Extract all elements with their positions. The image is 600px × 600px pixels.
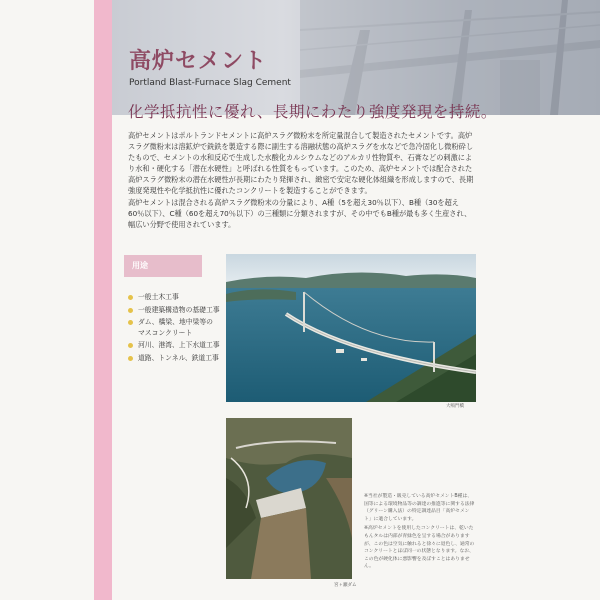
list-item: 一般土木工事 [128,292,220,303]
page-title: 高炉セメント [129,49,268,74]
list-item: ダム、橋梁、地中梁等の マスコンクリート [128,317,220,338]
industrial-plant-image [300,0,600,115]
note-paragraph: ※高炉セメントを使用したコンクリートは、乾いたもんタルは内部が青緑色を呈する場合がありますが、この色は空気に触れると徐々に退色し、通常のコンクリートとほぼ同一の状態となります。なお、この色が硬化体に悪影響を及ぼすことはありません。 [364,526,475,570]
note-paragraph: ※当社が製造・販売している高炉セメントB種は、国等による環境物品等の調達の推進等に関する法律（グリーン購入法）の特定調達品目「高炉セメント」に適合しています。 [364,494,475,522]
dam-photo [226,418,352,579]
list-item: 河川、港湾、上下水道工事 [128,340,220,351]
page-subtitle: Portland Blast-Furnace Slag Cement [129,78,291,88]
list-item: 一般建築構造物の基礎工事 [128,305,220,316]
uses-list [128,292,220,365]
bridge-caption: 大鳴門橋 [446,404,464,409]
body-paragraph: 高炉セメントはポルトランドセメントに高炉スラグ微粉末を所定量混合して製造されたセメントです。高炉スラグ微粉末は溶鉱炉で銑鉄を製造する際に副生する溶融状態の高炉スラグを水などで急冷固化し微粉砕したもので、セメントの水和反応で生成した水酸化カルシウムなどのアルカリ性物質や、石膏などの刺激により水和・硬化する「潜在水硬性」と呼ばれる性質をもっています。このため、高炉セメントでは配合された高炉スラグ微粉末の潜在水硬性が長期にわたり発揮され、緻密で安定な硬化体組織を形成しますので、長期強度発現性や化学抵抗性に優れたコンクリートを製造することができます。 [128,131,474,196]
bridge-photo [226,254,476,402]
body-paragraph: 高炉セメントは混合される高炉スラグ微粉末の分量により、A種（5を超え30％以下）、B種（30を超え60％以下）、C種（60を超え70％以下）の三種類に分類されますが、その中でもB種が最も多く生産され、幅広い分野で使用されています。 [128,197,472,229]
catchphrase: 化学抵抗性に優れ、長期にわたり強度発現を持続。 [128,103,497,121]
dam-caption: 宮ヶ瀬ダム [334,583,357,588]
notes [364,493,476,573]
pink-accent-strip [94,0,112,600]
body-text [128,130,475,230]
uses-heading: 用途 [132,261,148,270]
list-item: 道路、トンネル、鉄道工事 [128,353,220,364]
